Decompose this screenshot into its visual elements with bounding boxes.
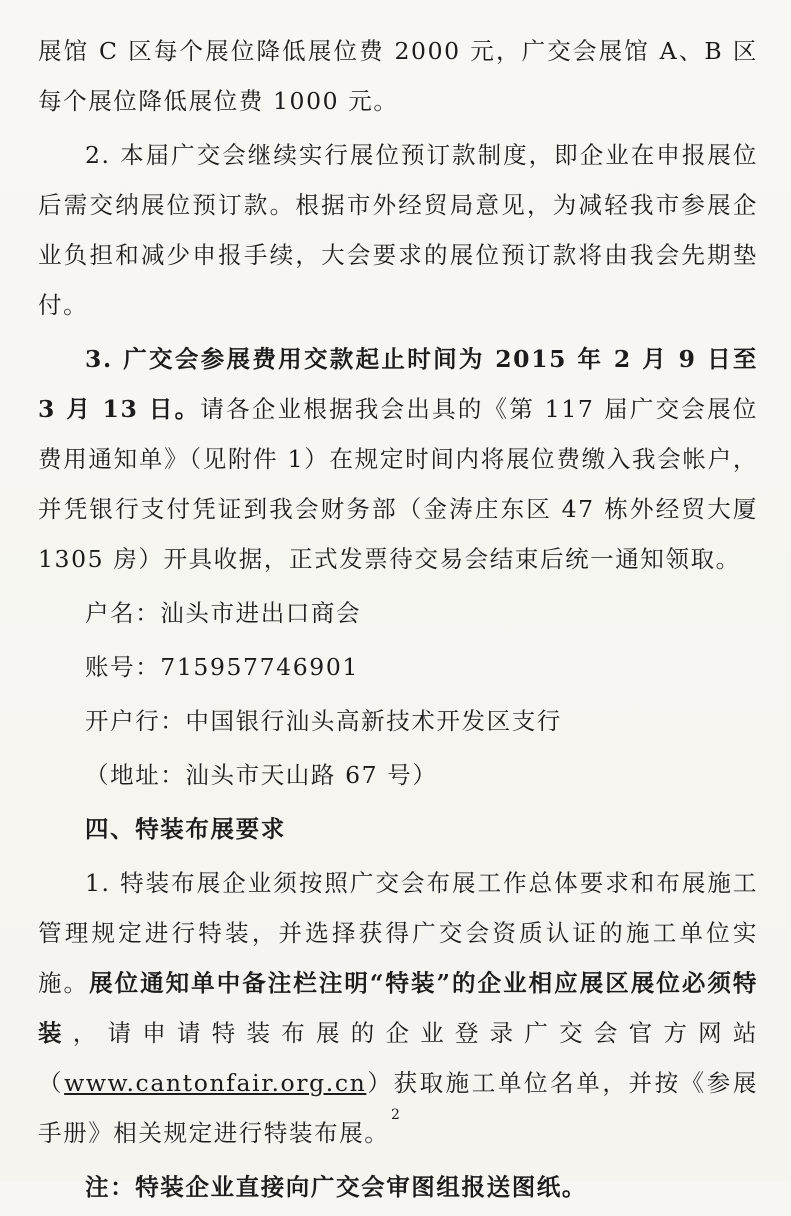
page-number: 2 (391, 1107, 400, 1123)
note-paragraph: 注：特装企业直接向广交会审图组报送图纸。 (85, 1173, 587, 1201)
paragraph-deposit: 2. 本届广交会继续实行展位预订款制度，即企业在申报展位后需交纳展位预订款。根据市外经贸局意见，为减轻我市参展企业负担和减少申报手续，大会要求的展位预订款将由我会先期垫付。 (38, 141, 758, 319)
payment-period-bold: 3. 广交会参展费用交款起止时间为 2015 年 2 月 9 日至 3 月 13 日。 (38, 345, 758, 423)
account-name: 户名：汕头市进出口商会 (85, 599, 362, 627)
paragraph-fee-reduction: 展馆 C 区每个展位降低展位费 2000 元，广交会展馆 A、B 区每个展位降低展位费 1000 元。 (38, 37, 758, 115)
account-address: （地址：汕头市天山路 67 号） (85, 761, 438, 789)
paragraph-payment-period (38, 334, 758, 584)
document-body (38, 26, 758, 1216)
payment-instructions: 请各企业根据我会出具的《第 117 届广交会展位费用通知单》（见附件 1）在规定时间内将展位费缴入我会帐户，并凭银行支付凭证到我会财务部（金涛庄东区 47 栋外经贸大厦 1305 房）开具收据，正式发票待交易会结束后统一通知领取。 (38, 395, 758, 573)
website-link[interactable]: www.cantonfair.org.cn (64, 1069, 367, 1097)
account-number: 账号：715957746901 (85, 653, 359, 681)
section-heading: 四、特装布展要求 (85, 815, 286, 843)
special-booth-text-c: ）获取施工单位名单，并按《参展手册》相关规定进行特装布展。 (38, 1069, 759, 1147)
special-booth-text-b: ，请申请特装布展的企业登录广交会官方网站（ (38, 1019, 758, 1097)
special-booth-bold: 展位通知单中备注栏注明“特装”的企业相应展区展位必须特装 (38, 969, 758, 1047)
special-booth-text-a: 1. 特装布展企业须按照广交会布展工作总体要求和布展施工管理规定进行特装，并选择获得广交会资质认证的施工单位实施。 (38, 869, 758, 997)
account-bank: 开户行：中国银行汕头高新技术开发区支行 (85, 707, 562, 735)
